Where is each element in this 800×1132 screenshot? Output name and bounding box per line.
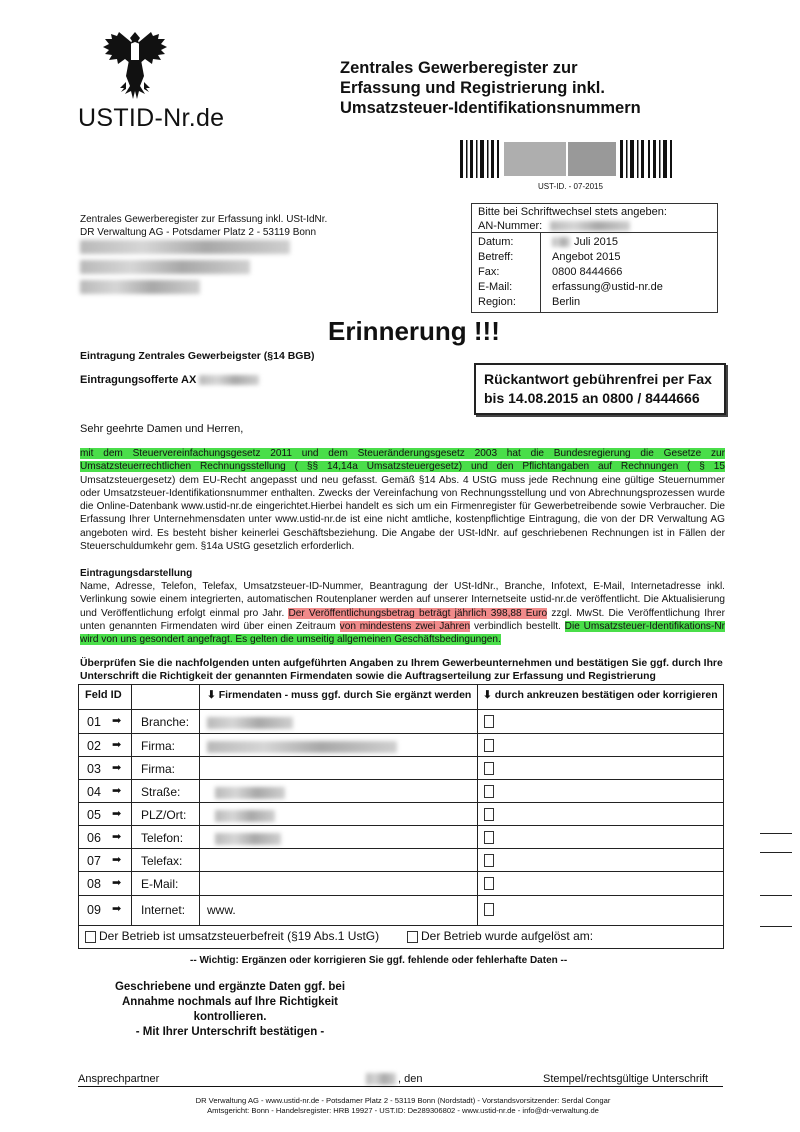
- status-options: [78, 926, 724, 949]
- header-confirm: ⬇ durch ankreuzen bestätigen oder korrigieren: [483, 689, 718, 701]
- signature-line: [78, 1086, 723, 1087]
- contact-person-label: Ansprechpartner: [78, 1073, 160, 1085]
- sender-address: Zentrales Gewerberegister zur Erfassung inkl. USt-IdNr. DR Verwaltung AG - Potsdamer Platz 2 - 53119 Bonn: [80, 214, 328, 238]
- tax-exempt-checkbox[interactable]: [85, 931, 96, 943]
- registration-line: Eintragung Zentrales Gewerbeigster (§14 BGB): [80, 350, 315, 362]
- confirm-checkbox[interactable]: [484, 739, 494, 752]
- reference-header: Bitte bei Schriftwechsel stets angeben:: [478, 206, 667, 218]
- brand-name: USTID-Nr.de: [78, 104, 225, 132]
- fold-mark: [760, 895, 792, 896]
- highlighted-law-text: mit dem Steuervereinfachungsgesetz 2011 und dem Steueränderungsgesetz 2003 hat die Bundesregierung die Gesetze zur Umsatzsteuerrechtlichen Rechnungsstellung ( §§ 14,14a Umsatzsteuergesetz) und den Pflichtangaben auf Rechnungen ( § 15: [80, 448, 725, 473]
- signature-label: Stempel/rechtsgültige Unterschrift: [543, 1073, 709, 1085]
- important-note: -- Wichtig: Ergänzen oder korrigieren Sie ggf. fehlende oder fehlerhafte Daten --: [190, 955, 568, 966]
- greeting: Sehr geehrte Damen und Herren,: [80, 423, 244, 435]
- fold-mark: [760, 833, 792, 834]
- listing-paragraph: Name, Adresse, Telefon, Telefax, Umsatzsteuer-ID-Nummer, Beantragung der USt-IdNr., Branche, Infotext, E-Mail, Internetadresse inkl. Verlinkung sowie einem integrierten, automatischen Routenplaner werden auf unserer Internetseite ustid-nr.de veröffentlicht. Die Aktualisierung und Veröffentlichung erfolgt einmal pro Jahr. Der Veröffentlichungsbetrag beträgt jährlich 398,88 Euro zzgl. MwSt. Die Veröffentlichung Ihrer unten genannten Firmendaten wird über einen Zeitraum von mindestens zwei Jahren verbindlich bestellt. Die Umsatzsteuer-Identifikations-Nr wird von uns gesondert angefragt. Es gelten die umseitig allgemeinen Geschäftsbedingungen.: [80, 581, 725, 646]
- arrow-right-icon: ➡: [112, 808, 122, 820]
- duration-highlight: von mindestens zwei Jahren: [339, 620, 471, 632]
- arrow-right-icon: ➡: [112, 903, 122, 915]
- organization-title: Zentrales Gewerberegister zur Erfassung und Registrierung inkl. Umsatzsteuer-Identifikationsnummern: [340, 59, 641, 117]
- eagle-icon: [100, 26, 170, 104]
- fold-mark: [760, 926, 792, 927]
- reference-info-box: Bitte bei Schriftwechsel stets angeben: AN-Nummer: Datum: Juli 2015 Betreff: Angebot 2015 Fax: 0800 8444666 E-Mail: erfassung@ustid-nr.de Region: Berlin: [471, 203, 718, 313]
- fax-reply-box: Rückantwort gebührenfrei per Fax bis 14.08.2015 an 0800 / 8444666: [474, 363, 726, 415]
- terms-highlight: Die Umsatzsteuer-Identifikations-Nr wird von uns gesondert angefragt. Es gelten die umseitig allgemeinen Geschäftsbedingungen.: [80, 620, 725, 646]
- arrow-right-icon: ➡: [112, 715, 122, 727]
- confirm-checkbox[interactable]: [484, 715, 494, 728]
- arrow-right-icon: ➡: [112, 877, 122, 889]
- dissolved-checkbox[interactable]: [407, 931, 418, 943]
- header-company-data: ⬇ Firmendaten - muss ggf. durch Sie ergänzt werden: [207, 689, 472, 701]
- arrow-right-icon: ➡: [112, 762, 122, 774]
- intro-paragraph: mit dem Steuervereinfachungsgesetz 2011 und dem Steueränderungsgesetz 2003 hat die Bundesregierung die Gesetze zur Umsatzsteuerrechtlichen Rechnungsstellung ( §§ 14,14a Umsatzsteuergesetz) und den Pflichtangaben auf Rechnungen ( § 15 Umsatzsteuergesetz) dem EU-Recht angepasst und neu gefasst. Gemäß §14 Abs. 4 UStG muss jede Rechnung eine gültige Steuernummer oder Umsatzsteuer-Identifikationsnummer enthalten. Zwecks der Vereinfachung von Rechnungsstellung und von Abrechnungsprozessen wurde die Online-Datenbank www.ustid-nr.de eingerichtet.Hierbei handelt es sich um ein Firmenregister für Gewerbetreibende sowie Verbraucher. Die Erfassung Ihrer Unternehmensdaten unter www.ustid-nr.de ist eine nicht amtliche, kostenpflichtige Eintragung, die von der DR Verwaltung AG angeboten wird. Es besteht bisher keinerlei Geschäftsbeziehung. Die Angabe der USt-IdNr. auf geschriebenen Rechnungen ist in Fällen der Steuerschuldumkehr gem. §14a UStG gesetzlich erforderlich.: [80, 448, 725, 553]
- arrow-right-icon: ➡: [112, 785, 122, 797]
- dissolved-label: Der Betrieb wurde aufgelöst am:: [421, 929, 594, 943]
- arrow-right-icon: ➡: [112, 739, 122, 751]
- barcode: [460, 140, 680, 178]
- offer-line: Eintragungsofferte AX: [80, 374, 259, 386]
- an-number-label: AN-Nummer:: [478, 220, 543, 232]
- arrow-right-icon: ➡: [112, 831, 122, 843]
- header-field-id: Feld ID: [85, 689, 122, 701]
- confirm-checkbox[interactable]: [484, 808, 494, 821]
- fold-mark: [760, 852, 792, 853]
- confirm-checkbox[interactable]: [484, 854, 494, 867]
- tax-exempt-label: Der Betrieb ist umsatzsteuerbefreit (§19 Abs.1 UstG): [99, 929, 380, 943]
- section-heading: Eintragungsdarstellung: [80, 568, 193, 579]
- arrow-right-icon: ➡: [112, 854, 122, 866]
- footer: DR Verwaltung AG - www.ustid-nr.de - Potsdamer Platz 2 - 53119 Bonn (Nordstadt) - Vorstandsvorsitzender: Serdal Congar Amtsgericht: Bonn - Handelsregister: HRB 19927 - UST.ID: De289306802 - www.ustid-nr.de - info@dr-verwaltung.de: [195, 1096, 611, 1115]
- confirm-checkbox[interactable]: [484, 762, 494, 775]
- confirm-checkbox[interactable]: [484, 785, 494, 798]
- verification-instruction: Überprüfen Sie die nachfolgenden unten aufgeführten Angaben zu Ihrem Gewerbeunternehmen und bestätigen Sie ggf. durch Ihre Unterschrift die Richtigkeit der genannten Firmendaten sowie die Auftragserteilung zur Erfassung und Registrierung: [80, 658, 723, 682]
- page-title: Erinnerung !!!: [328, 316, 500, 346]
- price-highlight: Der Veröffentlichungsbetrag beträgt jährlich 398,88 Euro: [288, 607, 548, 619]
- company-data-table: Feld ID ⬇ Firmendaten - muss ggf. durch Sie ergänzt werden ⬇ durch ankreuzen bestätigen oder korrigieren 01 ➡ Branche: 02 ➡ Firma: 03 ➡ Firma: 04 ➡ Straße: 05 ➡ PLZ/Ort: 06 ➡ Telefon: 07 ➡ Telefax: 08 ➡ E-Mail: 09 ➡ Internet: www.: [78, 684, 724, 926]
- confirm-checkbox[interactable]: [484, 877, 494, 890]
- confirm-checkbox[interactable]: [484, 831, 494, 844]
- confirm-checkbox[interactable]: [484, 903, 494, 916]
- date-label: , den: [398, 1073, 423, 1085]
- verification-note: Geschriebene und ergänzte Daten ggf. bei Annahme nochmals auf Ihre Richtigkeit kontrollieren. - Mit Ihrer Unterschrift bestätigen -: [114, 981, 346, 1038]
- barcode-label: UST-ID. - 07-2015: [538, 182, 603, 191]
